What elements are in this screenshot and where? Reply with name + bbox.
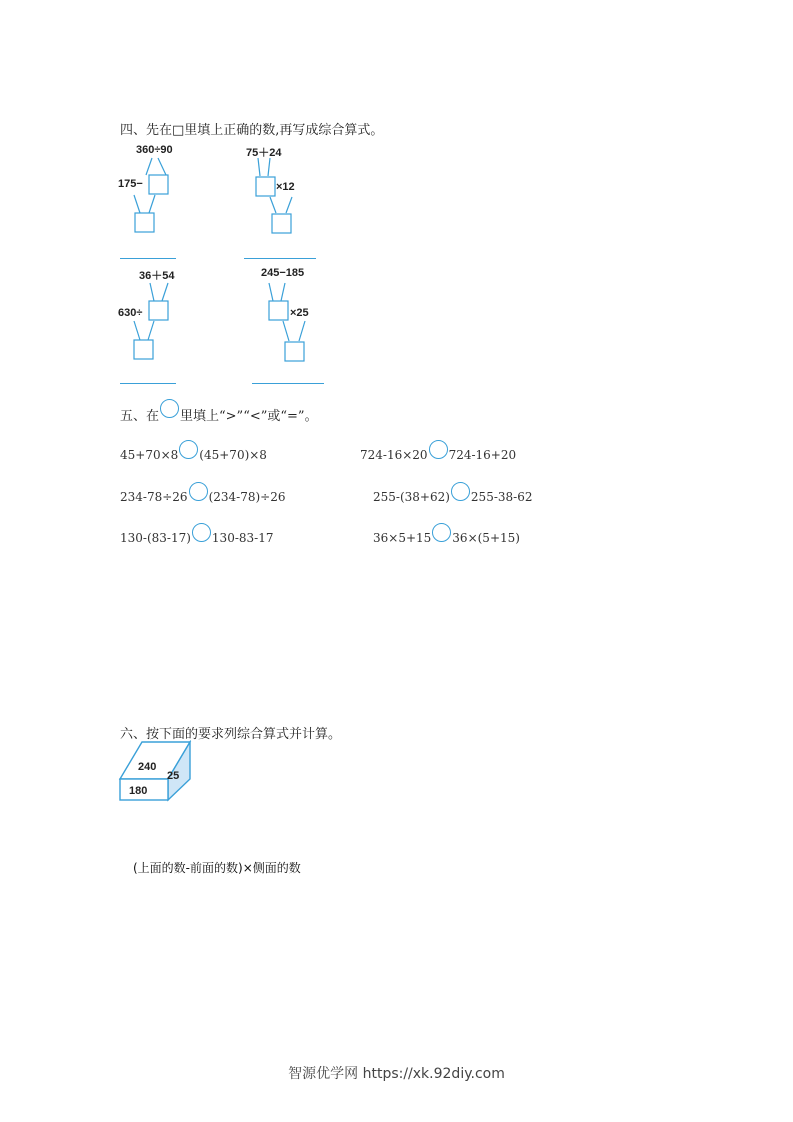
comparison-row — [120, 487, 285, 506]
diagram1-box-lower[interactable] — [135, 213, 154, 232]
diagram3-top-expression: 36＋54 — [139, 270, 175, 282]
section5-heading — [120, 403, 318, 424]
comparison-row — [120, 528, 273, 547]
comparison-row — [373, 528, 520, 547]
diagram4-top-expression: 245−185 — [261, 267, 305, 279]
cuboid-top-number: 240 — [138, 761, 157, 773]
diagram2-box-lower[interactable] — [272, 214, 291, 233]
comparison-answer-circle[interactable] — [451, 482, 470, 501]
comparison-answer-circle[interactable] — [192, 523, 211, 542]
comparison-answer-circle[interactable] — [429, 440, 448, 459]
section5-heading-prefix: 五、在 — [120, 409, 160, 424]
comparison-right: 724-16+20 — [448, 447, 517, 462]
diagram1-tree — [110, 150, 190, 240]
cuboid-front-number: 180 — [129, 785, 148, 797]
diagram1-left-operand: 175− — [118, 178, 143, 190]
diagram4-answer-line[interactable] — [252, 383, 324, 384]
diagram2-box-upper[interactable] — [256, 177, 275, 196]
diagram3-box-upper[interactable] — [149, 301, 168, 320]
diagram3-tree — [110, 275, 190, 367]
diagram4-right-operand: ×25 — [290, 307, 309, 319]
diagram4-tree — [255, 275, 335, 367]
diagram4-box-lower[interactable] — [285, 342, 304, 361]
section5-heading-suffix: 里填上“>”“<”或“=”。 — [180, 409, 318, 424]
comparison-right: (45+70)×8 — [199, 447, 267, 462]
footer-watermark: 智源优学网 https://xk.92diy.com — [288, 1066, 505, 1082]
comparison-left: 45+70×8 — [120, 447, 179, 462]
comparison-right: 255-38-62 — [470, 489, 533, 504]
comparison-row — [120, 445, 267, 464]
diagram3-answer-line[interactable] — [120, 383, 176, 384]
comparison-right: 36×(5+15) — [452, 530, 520, 545]
section6-formula: (上面的数-前面的数)×侧面的数 — [133, 861, 301, 875]
diagram1-answer-line[interactable] — [120, 258, 176, 259]
comparison-right: (234-78)÷26 — [208, 489, 286, 504]
diagram2-tree — [240, 150, 320, 240]
diagram1-box-upper[interactable] — [149, 175, 168, 194]
comparison-answer-circle[interactable] — [179, 440, 198, 459]
comparison-left: 130-(83-17) — [120, 530, 191, 545]
comparison-left: 234-78÷26 — [120, 489, 188, 504]
section4-heading: 四、先在□里填上正确的数,再写成综合算式。 — [120, 123, 384, 138]
comparison-left: 255-(38+62) — [373, 489, 450, 504]
cuboid-diagram — [116, 740, 196, 806]
diagram3-box-lower[interactable] — [134, 340, 153, 359]
cuboid-side-number: 25 — [167, 770, 180, 782]
diagram3-left-operand: 630÷ — [118, 307, 143, 319]
circle-icon — [160, 399, 179, 418]
diagram2-right-operand: ×12 — [276, 181, 295, 193]
comparison-left: 724-16×20 — [360, 447, 428, 462]
comparison-answer-circle[interactable] — [189, 482, 208, 501]
diagram2-answer-line[interactable] — [244, 258, 316, 259]
comparison-answer-circle[interactable] — [432, 523, 451, 542]
comparison-right: 130-83-17 — [211, 530, 274, 545]
diagram1-top-expression: 360÷90 — [136, 144, 173, 156]
comparison-row — [360, 445, 516, 464]
diagram4-box-upper[interactable] — [269, 301, 288, 320]
diagram2-top-expression: 75＋24 — [246, 147, 282, 159]
comparison-left: 36×5+15 — [373, 530, 432, 545]
section6-heading: 六、按下面的要求列综合算式并计算。 — [120, 727, 342, 742]
comparison-row — [373, 487, 532, 506]
